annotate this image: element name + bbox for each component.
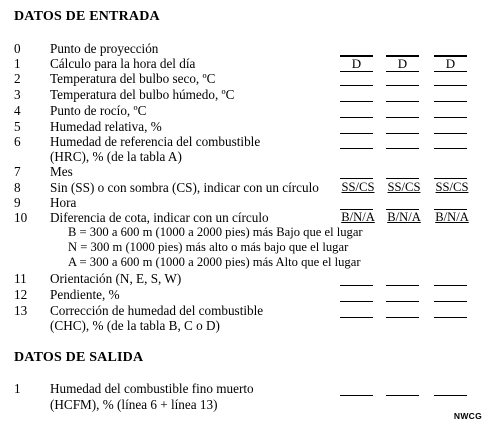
entry-blank-1[interactable]: [340, 134, 373, 149]
row-label: Punto de proyección: [50, 41, 159, 56]
nwcg-logo: NWCG: [453, 411, 482, 421]
entry-blank-2[interactable]: [386, 303, 419, 318]
row-label: Hora: [50, 195, 77, 210]
row-number: 5: [14, 119, 21, 134]
row-label-continued: (HRC), % (de la tabla A): [50, 149, 182, 164]
note-text: B = 300 a 600 m (1000 a 2000 pies) más Bajo que el lugar: [68, 225, 363, 239]
entry-blank-2[interactable]: [386, 87, 419, 102]
shade-choice-text: SS/CS: [341, 180, 375, 194]
shade-choice-text: SS/CS: [387, 180, 421, 194]
shade-choice-1[interactable]: [340, 180, 376, 194]
row-label: Orientación (N, E, S, W): [50, 271, 182, 286]
row-number: 4: [14, 103, 21, 118]
row-number: 9: [14, 195, 21, 210]
row-number: 1: [14, 381, 21, 396]
entry-blank-2[interactable]: [386, 71, 419, 86]
elevation-choice-2[interactable]: [386, 210, 422, 224]
entry-blank-1[interactable]: [340, 119, 373, 134]
row-label: Humedad de referencia del combustible: [50, 134, 261, 149]
entry-blank-3[interactable]: [434, 41, 467, 56]
entry-blank-1[interactable]: [340, 303, 373, 318]
entry-blank-2[interactable]: [386, 41, 419, 56]
entry-blank-3[interactable]: [434, 195, 467, 210]
row-number: 12: [14, 287, 28, 302]
row-label: Humedad relativa, %: [50, 119, 162, 134]
row-number: 11: [14, 271, 27, 286]
entry-box-2[interactable]: [386, 56, 419, 72]
entry-blank-2[interactable]: [386, 195, 419, 210]
note-text: N = 300 m (1000 pies) más alto o más bajo que el lugar: [68, 240, 349, 254]
day-code: D: [397, 56, 408, 71]
row-label: Diferencia de cota, indicar con un círculo: [50, 210, 269, 225]
row-number: 2: [14, 71, 21, 86]
row-label: Temperatura del bulbo seco, ºC: [50, 71, 216, 86]
output-blank-2[interactable]: [386, 381, 419, 396]
row-label-continued: (HCFM), % (línea 6 + línea 13): [50, 397, 218, 412]
row-label: Temperatura del bulbo húmedo, ºC: [50, 87, 235, 102]
entry-blank-1[interactable]: [340, 287, 373, 302]
row-label: Pendiente, %: [50, 287, 120, 302]
entry-blank-1[interactable]: [340, 195, 373, 210]
entry-blank-3[interactable]: [434, 164, 467, 179]
entry-blank-3[interactable]: [434, 87, 467, 102]
elevation-choice-1[interactable]: [340, 210, 376, 224]
row-number: 1: [14, 56, 21, 71]
entry-blank-3[interactable]: [434, 103, 467, 118]
entry-blank-3[interactable]: [434, 271, 467, 286]
output-section-title: DATOS DE SALIDA: [14, 350, 144, 365]
row-label: Cálculo para la hora del día: [50, 56, 196, 71]
entry-box-1[interactable]: [340, 56, 373, 72]
row-number: 0: [14, 41, 21, 56]
entry-blank-2[interactable]: [386, 103, 419, 118]
output-blank-3[interactable]: [434, 381, 467, 396]
entry-blank-3[interactable]: [434, 71, 467, 86]
row-number: 13: [14, 303, 28, 318]
row-label: Punto de rocío, ºC: [50, 103, 147, 118]
row-number: 3: [14, 87, 21, 102]
entry-blank-1[interactable]: [340, 41, 373, 56]
input-section-title: DATOS DE ENTRADA: [14, 9, 160, 24]
row-label: Corrección de humedad del combustible: [50, 303, 264, 318]
entry-blank-1[interactable]: [340, 271, 373, 286]
note-text: A = 300 a 600 m (1000 a 2000 pies) más Alto que el lugar: [68, 255, 361, 269]
row-label-continued: (CHC), % (de la tabla B, C o D): [50, 318, 220, 333]
entry-blank-3[interactable]: [434, 287, 467, 302]
row-number: 6: [14, 134, 21, 149]
entry-blank-3[interactable]: [434, 119, 467, 134]
entry-blank-2[interactable]: [386, 119, 419, 134]
entry-blank-2[interactable]: [386, 134, 419, 149]
shade-choice-3[interactable]: [434, 180, 470, 194]
row-number: 7: [14, 164, 21, 179]
elevation-choice-text: B/N/A: [387, 210, 421, 224]
shade-choice-text: SS/CS: [435, 180, 469, 194]
elevation-choice-3[interactable]: [434, 210, 470, 224]
day-code: D: [351, 56, 362, 71]
row-number: 8: [14, 180, 21, 195]
entry-blank-2[interactable]: [386, 271, 419, 286]
entry-blank-2[interactable]: [386, 164, 419, 179]
entry-blank-3[interactable]: [434, 303, 467, 318]
output-blank-1[interactable]: [340, 381, 373, 396]
entry-blank-2[interactable]: [386, 287, 419, 302]
row-label: Sin (SS) o con sombra (CS), indicar con un círculo: [50, 180, 319, 195]
row-label: Mes: [50, 164, 73, 179]
entry-blank-1[interactable]: [340, 87, 373, 102]
row-label: Humedad del combustible fino muerto: [50, 381, 254, 396]
entry-blank-3[interactable]: [434, 134, 467, 149]
entry-blank-1[interactable]: [340, 71, 373, 86]
row-number: 10: [14, 210, 28, 225]
day-code: D: [445, 56, 456, 71]
entry-box-3[interactable]: [434, 56, 467, 72]
shade-choice-2[interactable]: [386, 180, 422, 194]
entry-blank-1[interactable]: [340, 103, 373, 118]
elevation-choice-text: B/N/A: [435, 210, 469, 224]
elevation-choice-text: B/N/A: [341, 210, 375, 224]
entry-blank-1[interactable]: [340, 164, 373, 179]
